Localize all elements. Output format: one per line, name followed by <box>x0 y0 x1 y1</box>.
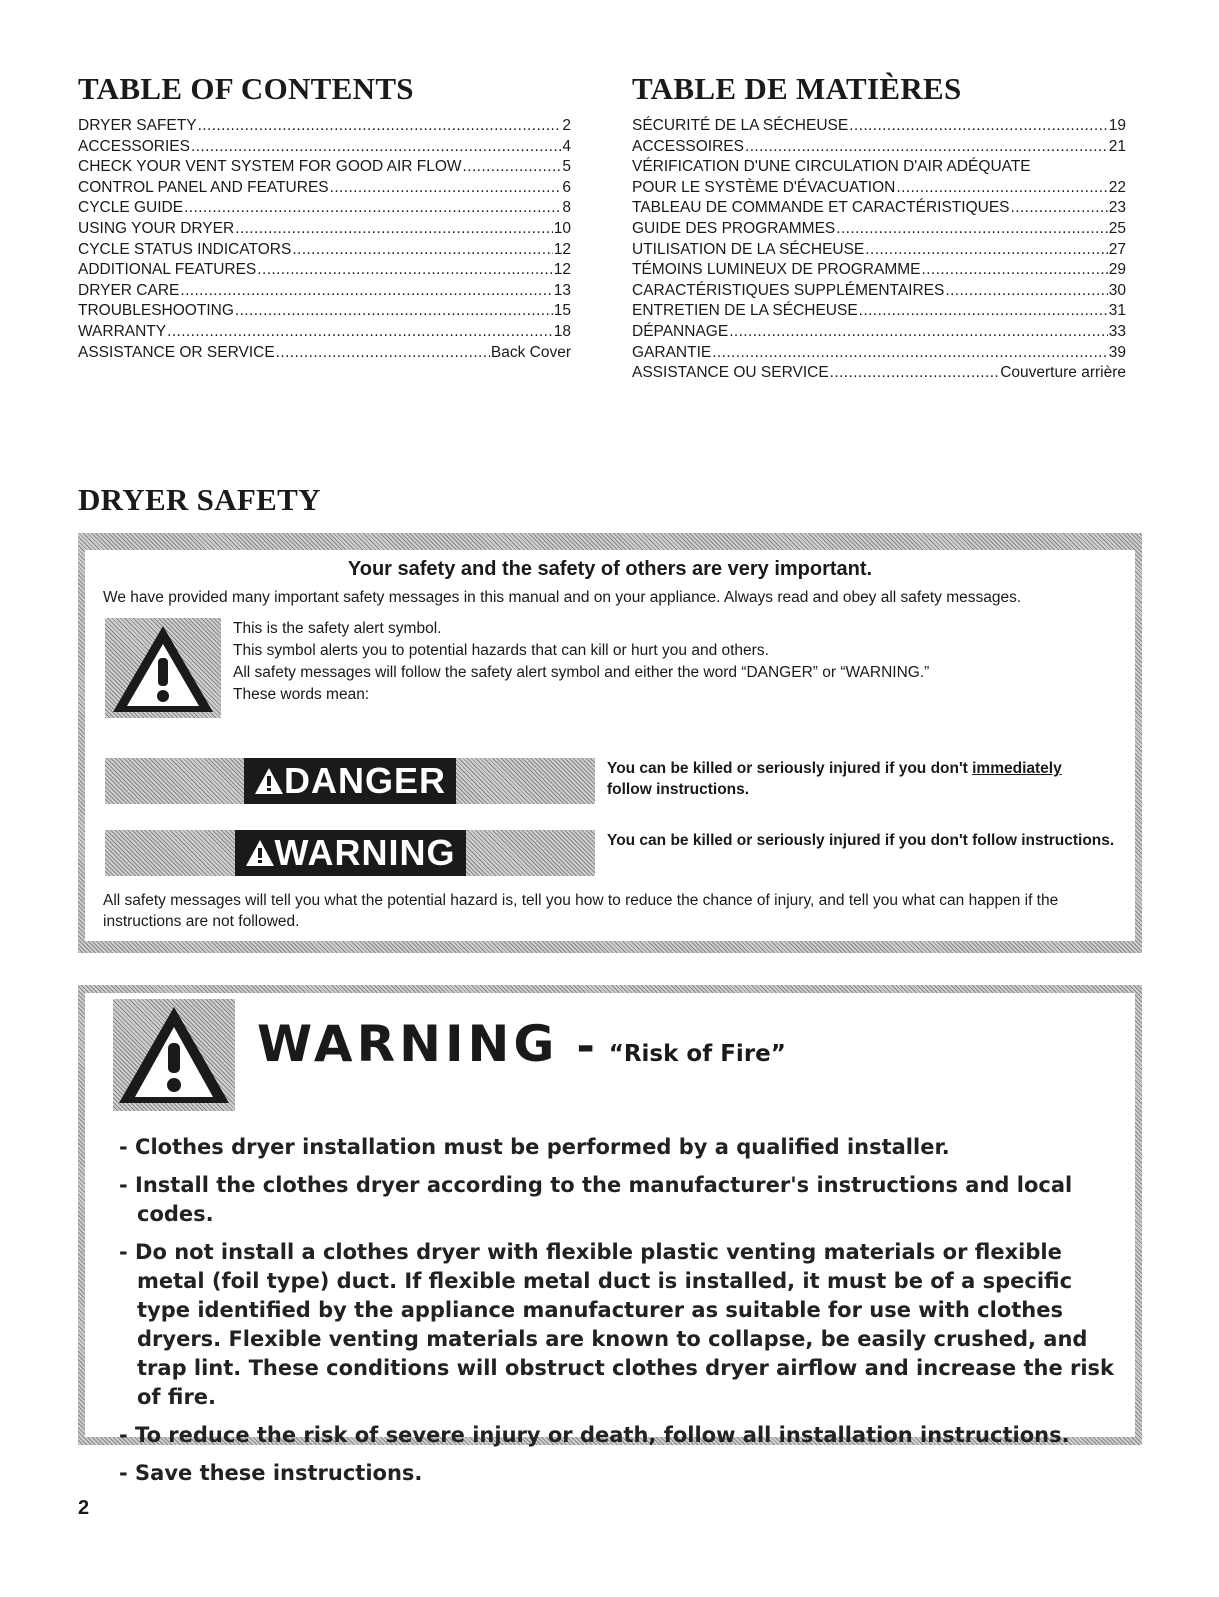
toc-entry-title: POUR LE SYSTÈME D'ÉVACUATION <box>632 178 896 196</box>
safety-headline: Your safety and the safety of others are very important. <box>347 558 873 580</box>
toc-entry-page: 12 <box>553 240 571 258</box>
toc-leader-dots <box>865 240 1107 261</box>
fire-warning-item: - To reduce the risk of severe injury or death, follow all installation instructions. <box>119 1423 1070 1447</box>
toc-entry-page: 19 <box>1108 117 1126 134</box>
toc-entry-title: CONTROL PANEL AND FEATURES <box>78 178 329 196</box>
toc-leader-dots <box>745 137 1108 158</box>
toc-entry <box>78 281 571 302</box>
toc-entry <box>632 343 1126 364</box>
toc-entry-page: 4 <box>562 137 571 155</box>
toc-entry-page: 22 <box>1108 178 1126 196</box>
danger-text-after: follow instructions. <box>607 781 750 798</box>
toc-entry-page: 25 <box>1108 219 1126 237</box>
warning-signal-word <box>235 830 466 876</box>
toc-entry <box>632 301 1126 322</box>
alert-symbol-row <box>85 616 1135 716</box>
toc-entry-page: 29 <box>1108 261 1126 279</box>
toc-leader-dots <box>1011 198 1108 219</box>
toc-entry-title: GARANTIE <box>632 343 712 361</box>
toc-leader-dots <box>167 322 553 343</box>
toc-entry <box>78 178 571 199</box>
toc-entry-page: 30 <box>1108 281 1126 299</box>
toc-english-heading: TABLE OF CONTENTS <box>78 71 414 106</box>
toc-entry <box>78 198 571 219</box>
alert-line: These words mean: <box>233 686 370 703</box>
fire-warning-item: - Save these instructions. <box>119 1461 423 1485</box>
toc-leader-dots <box>945 281 1107 302</box>
fire-warning-dash: - <box>576 1021 595 1072</box>
section-title-dryer-safety: DRYER SAFETY <box>78 482 321 517</box>
toc-entry-title: TABLEAU DE COMMANDE ET CARACTÉRISTIQUES <box>632 199 1010 217</box>
toc-entry <box>78 157 571 178</box>
toc-entry <box>632 137 1126 158</box>
toc-leader-dots <box>235 301 553 322</box>
toc-leader-dots <box>849 116 1108 137</box>
fire-warning-item: - Clothes dryer installation must be performed by a qualified installer. <box>119 1135 950 1159</box>
fire-warning-subtitle: “Risk of Fire” <box>608 1041 786 1067</box>
toc-leader-dots <box>896 178 1107 199</box>
toc-entry-page: 6 <box>562 178 571 196</box>
safety-alert-triangle-icon <box>105 618 221 718</box>
fire-warning-box <box>78 985 1142 1485</box>
toc-entry-page: 10 <box>553 219 571 237</box>
toc-entry-page: 12 <box>553 261 571 279</box>
danger-signal-word <box>244 758 456 804</box>
toc-entry <box>632 116 1126 137</box>
toc-entry-title: DRYER SAFETY <box>78 117 197 134</box>
toc-entry-page: 39 <box>1108 343 1126 361</box>
toc-leader-dots <box>729 322 1108 343</box>
toc-entry <box>632 281 1126 302</box>
fire-warning-list <box>119 1133 1129 1497</box>
toc-entry: VÉRIFICATION D'UNE CIRCULATION D'AIR ADÉQUATE <box>632 158 1031 176</box>
toc-entry-page: 8 <box>562 199 571 217</box>
toc-leader-dots <box>830 363 1000 384</box>
toc-entry <box>78 322 571 343</box>
toc-leader-dots <box>859 301 1108 322</box>
toc-entry-title: CYCLE GUIDE <box>78 199 184 217</box>
warning-label: WARNING <box>274 832 456 873</box>
toc-entry-title: ASSISTANCE OU SERVICE <box>632 364 829 382</box>
toc-entry-title: ENTRETIEN DE LA SÉCHEUSE <box>632 302 858 320</box>
toc-entry <box>632 363 1126 384</box>
alert-triangle-icon <box>254 767 284 795</box>
toc-entry-title: UTILISATION DE LA SÉCHEUSE <box>632 240 865 258</box>
toc-leader-dots <box>191 137 561 158</box>
toc-leader-dots <box>257 260 552 281</box>
toc-leader-dots <box>922 260 1108 281</box>
danger-text-before: You can be killed or seriously injured if you don't <box>607 760 973 777</box>
fire-warning-content <box>85 993 1135 1485</box>
toc-entry-title: CARACTÉRISTIQUES SUPPLÉMENTAIRES <box>632 281 945 299</box>
toc-leader-dots <box>836 219 1108 240</box>
toc-leader-dots <box>198 116 562 137</box>
toc-french <box>632 70 1126 384</box>
toc-entry-title: ADDITIONAL FEATURES <box>78 261 257 279</box>
toc-entry-page: 23 <box>1108 199 1126 217</box>
toc-entry <box>78 301 571 322</box>
toc-entry-page: Back Cover <box>490 343 571 361</box>
toc-entry <box>632 219 1126 240</box>
toc-entry-page: Couverture arrière <box>1000 364 1126 382</box>
toc-leader-dots <box>463 157 562 178</box>
toc-leader-dots <box>292 240 552 261</box>
toc-entry-title: GUIDE DES PROGRAMMES <box>632 219 836 237</box>
toc-entry <box>632 198 1126 219</box>
fire-warning-title <box>257 1015 786 1073</box>
toc-entry <box>78 240 571 261</box>
fire-warning-word: WARNING <box>257 1015 559 1073</box>
warning-description: You can be killed or seriously injured if you don't follow instructions. <box>607 832 1115 849</box>
toc-entry <box>632 322 1126 343</box>
toc-entry-title: SÉCURITÉ DE LA SÉCHEUSE <box>632 117 849 134</box>
toc-entry <box>78 137 571 158</box>
toc-english <box>78 70 571 363</box>
toc-entry-page: 21 <box>1108 137 1126 155</box>
safety-alert-triangle-icon <box>113 999 235 1111</box>
fire-warning-item: - Do not install a clothes dryer with flexible plastic venting materials or flexible metal (foil type) duct. If flexible metal duct is installed, it must be of a specific type identified by the appliance manufacturer as suitable for use with clothes dryers. Flexible venting materials are known to collapse, be easily crushed, and trap lint. These conditions will obstruct clothes dryer airflow and increase the risk of fire. <box>119 1240 1115 1409</box>
toc-entry-title: ACCESSOIRES <box>632 137 744 155</box>
toc-entry-title: ACCESSORIES <box>78 137 190 155</box>
danger-label: DANGER <box>283 760 446 801</box>
toc-entry-title: CHECK YOUR VENT SYSTEM FOR GOOD AIR FLOW <box>78 158 462 176</box>
warning-signal-panel <box>105 830 595 876</box>
danger-text-emphasis: immediately <box>972 760 1062 777</box>
toc-entry <box>78 260 571 281</box>
toc-entry-title: WARRANTY <box>78 322 167 340</box>
danger-signal-panel <box>105 758 595 804</box>
toc-entry <box>78 116 571 137</box>
alert-line: All safety messages will follow the safety alert symbol and either the word “DANGER” or “WARNING.” <box>233 664 930 681</box>
toc-entry-title: USING YOUR DRYER <box>78 219 235 237</box>
toc-entry-title: TÉMOINS LUMINEUX DE PROGRAMME <box>632 261 921 279</box>
toc-entry <box>632 260 1126 281</box>
toc-entry-page: 13 <box>553 281 571 299</box>
page-number: 2 <box>78 1497 90 1519</box>
toc-entry-title: DÉPANNAGE <box>632 322 729 340</box>
toc-leader-dots <box>235 219 553 240</box>
toc-entry <box>632 240 1126 261</box>
toc-entry-page: 2 <box>562 117 571 134</box>
toc-entry-page: 18 <box>553 322 571 340</box>
alert-explanation <box>233 618 929 706</box>
safety-message-box <box>78 533 1142 953</box>
toc-entry <box>78 343 571 364</box>
alert-triangle-icon <box>245 839 275 867</box>
toc-entry-page: 5 <box>562 158 571 176</box>
fire-warning-item: - Install the clothes dryer according to the manufacturer's instructions and local codes. <box>119 1173 1073 1226</box>
toc-entry-title: DRYER CARE <box>78 281 180 299</box>
toc-entry <box>78 219 571 240</box>
toc-english-list <box>78 116 571 363</box>
toc-leader-dots <box>276 343 490 364</box>
toc-entry-page: 15 <box>553 302 571 320</box>
toc-entry <box>632 178 1126 199</box>
toc-leader-dots <box>330 178 562 199</box>
alert-line: This is the safety alert symbol. <box>233 620 442 637</box>
toc-french-list <box>632 116 1126 384</box>
toc-entry-title: CYCLE STATUS INDICATORS <box>78 240 292 258</box>
danger-description <box>607 758 1127 800</box>
toc-entry-page: 31 <box>1108 302 1126 320</box>
toc-leader-dots <box>184 198 561 219</box>
toc-entry-title: ASSISTANCE OR SERVICE <box>78 343 275 361</box>
toc-leader-dots <box>180 281 552 302</box>
toc-leader-dots <box>712 343 1108 364</box>
toc-entry-page: 33 <box>1108 322 1126 340</box>
toc-french-heading: TABLE DE MATIÈRES <box>632 71 962 106</box>
alert-line: This symbol alerts you to potential hazards that can kill or hurt you and others. <box>233 642 769 659</box>
safety-footer: All safety messages will tell you what the potential hazard is, tell you how to reduce the chance of injury, and tell you what can happen if the instructions are not followed. <box>103 892 1059 930</box>
safety-intro: We have provided many important safety messages in this manual and on your appliance. Always read and obey all safety messages. <box>103 589 1022 606</box>
toc-entry-title: TROUBLESHOOTING <box>78 302 234 320</box>
toc-entry-page: 27 <box>1108 240 1126 258</box>
safety-message-content <box>85 550 1135 941</box>
